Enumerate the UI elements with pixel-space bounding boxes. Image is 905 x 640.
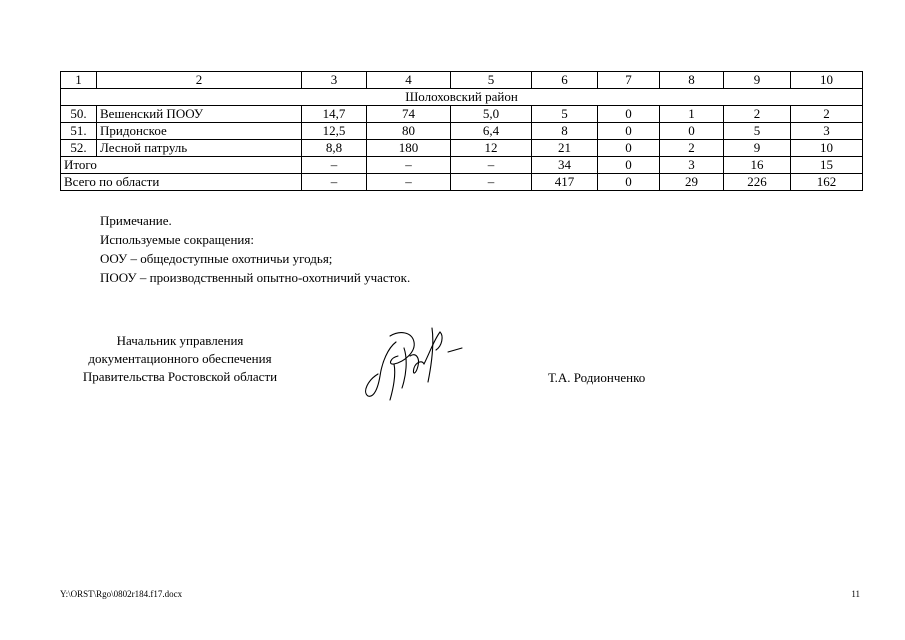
notes-title: Примечание. bbox=[100, 213, 172, 228]
cell: 8 bbox=[532, 123, 598, 140]
cell: 74 bbox=[367, 106, 451, 123]
cell: 0 bbox=[660, 123, 724, 140]
table-row bbox=[61, 123, 863, 140]
row-name: Придонское bbox=[97, 123, 302, 140]
signatory-name: Т.А. Родионченко bbox=[548, 370, 646, 385]
row-number: 51. bbox=[61, 123, 97, 140]
cell: 180 bbox=[367, 140, 451, 157]
header-cell: 7 bbox=[598, 72, 660, 89]
cell: 0 bbox=[598, 157, 660, 174]
cell: 5 bbox=[532, 106, 598, 123]
page-number: 11 bbox=[851, 589, 860, 599]
row-number: 52. bbox=[61, 140, 97, 157]
cell: 162 bbox=[791, 174, 863, 191]
cell: 5 bbox=[724, 123, 791, 140]
header-cell: 4 bbox=[367, 72, 451, 89]
header-cell: 10 bbox=[791, 72, 863, 89]
table-row bbox=[61, 140, 863, 157]
cell: 3 bbox=[791, 123, 863, 140]
cell: 2 bbox=[791, 106, 863, 123]
cell: 34 bbox=[532, 157, 598, 174]
position-line: Начальник управления bbox=[116, 333, 244, 348]
notes-subtitle: Используемые сокращения: bbox=[100, 232, 254, 247]
cell: – bbox=[367, 174, 451, 191]
cell: 417 bbox=[532, 174, 598, 191]
cell: 12 bbox=[451, 140, 532, 157]
cell: 0 bbox=[598, 174, 660, 191]
header-cell: 9 bbox=[724, 72, 791, 89]
position-line: документационного обеспечения bbox=[88, 351, 272, 366]
header-cell: 1 bbox=[61, 72, 97, 89]
notes-section bbox=[100, 211, 410, 287]
cell: 12,5 bbox=[302, 123, 367, 140]
abbreviation-item: ПООУ – производственный опытно-охотничий участок. bbox=[100, 270, 411, 285]
cell: 29 bbox=[660, 174, 724, 191]
table-header-row bbox=[61, 72, 863, 89]
cell: 9 bbox=[724, 140, 791, 157]
cell: 15 bbox=[791, 157, 863, 174]
cell: 5,0 bbox=[451, 106, 532, 123]
cell: 80 bbox=[367, 123, 451, 140]
subtotal-row bbox=[61, 157, 863, 174]
district-name: Шолоховский район bbox=[61, 89, 863, 106]
cell: – bbox=[451, 157, 532, 174]
table-row bbox=[61, 106, 863, 123]
district-row bbox=[61, 89, 863, 106]
header-cell: 6 bbox=[532, 72, 598, 89]
row-name: Вешенский ПООУ bbox=[97, 106, 302, 123]
cell: 3 bbox=[660, 157, 724, 174]
header-cell: 2 bbox=[97, 72, 302, 89]
header-cell: 8 bbox=[660, 72, 724, 89]
cell: – bbox=[451, 174, 532, 191]
cell: 14,7 bbox=[302, 106, 367, 123]
cell: 2 bbox=[724, 106, 791, 123]
cell: – bbox=[302, 157, 367, 174]
cell: 1 bbox=[660, 106, 724, 123]
cell: – bbox=[367, 157, 451, 174]
header-cell: 3 bbox=[302, 72, 367, 89]
row-name: Лесной патруль bbox=[97, 140, 302, 157]
signatory-position bbox=[60, 332, 300, 386]
abbreviation-item: ООУ – общедоступные охотничьи угодья; bbox=[100, 251, 333, 266]
cell: 2 bbox=[660, 140, 724, 157]
cell: – bbox=[302, 174, 367, 191]
cell: 8,8 bbox=[302, 140, 367, 157]
cell: 0 bbox=[598, 106, 660, 123]
row-number: 50. bbox=[61, 106, 97, 123]
position-line: Правительства Ростовской области bbox=[82, 369, 278, 384]
header-cell: 5 bbox=[451, 72, 532, 89]
cell: 10 bbox=[791, 140, 863, 157]
cell: 6,4 bbox=[451, 123, 532, 140]
hunting-grounds-table bbox=[60, 71, 863, 191]
cell: 21 bbox=[532, 140, 598, 157]
row-label: Итого bbox=[61, 157, 302, 174]
cell: 226 bbox=[724, 174, 791, 191]
row-label: Всего по области bbox=[61, 174, 302, 191]
file-path: Y:\ORST\Rgo\0802r184.f17.docx bbox=[60, 589, 183, 599]
cell: 16 bbox=[724, 157, 791, 174]
grand-total-row bbox=[61, 174, 863, 191]
cell: 0 bbox=[598, 140, 660, 157]
cell: 0 bbox=[598, 123, 660, 140]
handwritten-signature bbox=[360, 322, 470, 404]
